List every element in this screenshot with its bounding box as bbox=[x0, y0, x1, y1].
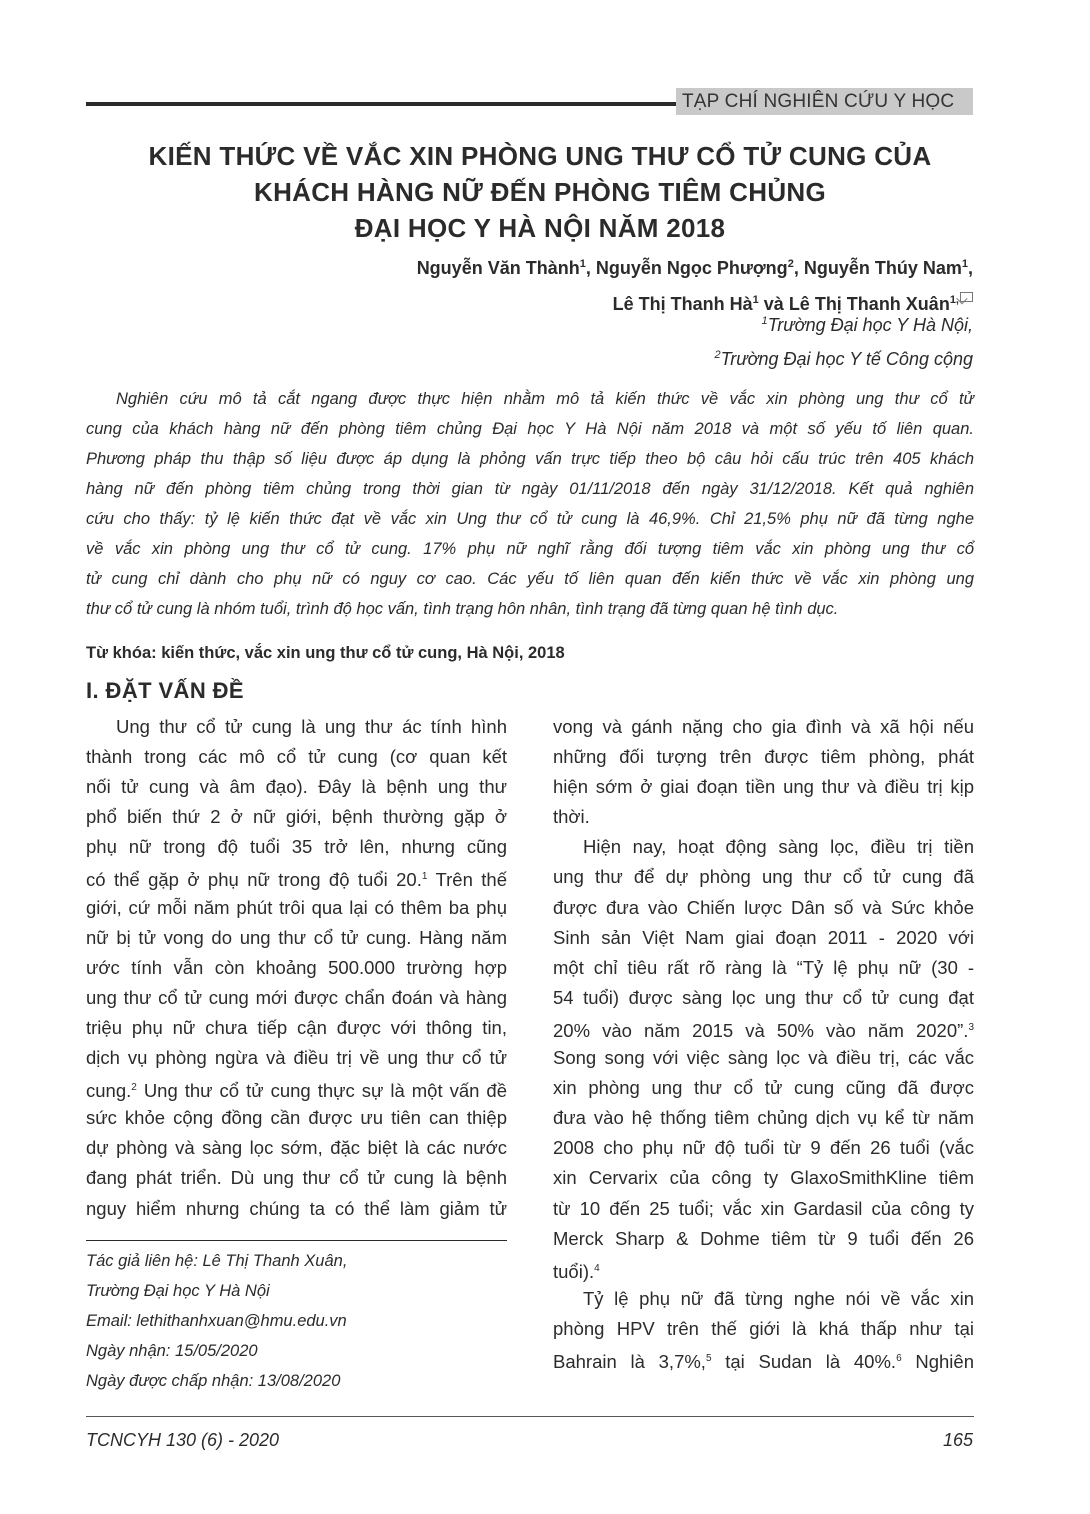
text-run: tuổi). bbox=[553, 1260, 595, 1282]
abstract-line: tử cung chỉ dành cho phụ nữ có nguy cơ cao. Các yếu tố liên quan đến kiến thức về vắc xin phòng ung bbox=[86, 570, 974, 588]
text-run: 20% vào năm 2015 và 50% vào năm 2020”. bbox=[553, 1020, 969, 1042]
author-name: Nguyễn Thúy Nam bbox=[803, 258, 962, 278]
abstract-line: về vắc xin phòng ung thư cổ tử cung. 17% phụ nữ nghĩ rằng đối tượng tiêm vắc xin phòng ung thư cổ bbox=[86, 540, 974, 558]
author-name: Nguyễn Văn Thành bbox=[416, 258, 580, 278]
affiliation-line bbox=[714, 340, 973, 374]
citation-ref: 2 bbox=[131, 1082, 137, 1094]
body-line: nguy hiểm nhưng chúng ta có thể làm giảm tử bbox=[86, 1197, 507, 1219]
keywords: Từ khóa: kiến thức, vắc xin ung thư cổ tử cung, Hà Nội, 2018 bbox=[86, 644, 565, 662]
affil-marker: 2 bbox=[787, 258, 794, 270]
affiliation-line bbox=[714, 306, 973, 340]
body-line: được đưa vào Chiến lược Dân số và Sức khỏe bbox=[553, 896, 974, 918]
body-line bbox=[553, 1344, 974, 1374]
text-run: cung. bbox=[86, 1080, 132, 1102]
affil-marker: 1 bbox=[961, 258, 968, 270]
affil-marker: 1 bbox=[761, 315, 768, 327]
text-run: tại Sudan là 40%. bbox=[711, 1351, 897, 1373]
footer-rule bbox=[86, 1416, 974, 1417]
page-number: 165 bbox=[942, 1430, 973, 1450]
affiliation-text: Trường Đại học Y Hà Nội, bbox=[767, 315, 973, 335]
body-line: xin phòng ung thư cổ tử cung cũng đã được bbox=[553, 1077, 974, 1099]
body-line: ung thư cổ tử cung mới được chẩn đoán và hàng bbox=[86, 986, 507, 1008]
affiliations bbox=[714, 306, 973, 374]
journal-citation: TCNCYH 130 (6) - 2020 bbox=[86, 1430, 280, 1450]
separator: , bbox=[967, 258, 973, 278]
footnote-line: Tác giả liên hệ: Lê Thị Thanh Xuân, bbox=[86, 1252, 348, 1270]
abstract bbox=[86, 384, 974, 624]
body-line: thời. bbox=[553, 806, 590, 828]
article-title bbox=[60, 138, 1020, 246]
abstract-line: Phương pháp thu thập số liệu được áp dụng là phỏng vấn trực tiếp theo bộ câu hỏi cấu trúc trên 405 khách bbox=[86, 450, 974, 468]
title-line: KHÁCH HÀNG NỮ ĐẾN PHÒNG TIÊM CHỦNG bbox=[254, 177, 826, 207]
body-line: một chỉ tiêu rất rõ ràng là “Tỷ lệ phụ nữ (30 - bbox=[553, 956, 974, 978]
body-line: Hiện nay, hoạt động sàng lọc, điều trị tiền bbox=[583, 836, 974, 858]
author-name: Nguyễn Ngọc Phượng bbox=[595, 258, 788, 278]
right-column bbox=[553, 712, 974, 1374]
body-line bbox=[86, 862, 507, 892]
body-line: vong và gánh nặng cho gia đình và xã hội nếu bbox=[553, 716, 974, 737]
body-line: đang phát triển. Dù ung thư cổ tử cung là bệnh bbox=[86, 1167, 507, 1189]
body-line: Song song với việc sàng lọc và điều trị, các vắc bbox=[553, 1047, 974, 1069]
conjunction: và bbox=[758, 294, 789, 314]
body-line bbox=[86, 1073, 507, 1103]
footnote-line: Ngày được chấp nhận: 13/08/2020 bbox=[86, 1372, 341, 1390]
body-line: Merck Sharp & Dohme tiêm từ 9 tuổi đến 26 bbox=[553, 1227, 974, 1249]
body-line: thành trong các mô cổ tử cung (cơ quan kết bbox=[86, 746, 507, 768]
section-heading: I. ĐẶT VẤN ĐỀ bbox=[86, 678, 244, 703]
body-line: nữ bị tử vong do ung thư cổ tử cung. Hàng năm bbox=[86, 926, 507, 948]
correspondence-footnote bbox=[86, 1246, 347, 1396]
affil-marker: 1, bbox=[949, 294, 959, 306]
header-rule bbox=[86, 102, 678, 106]
body-line: sức khỏe cộng đồng cần được ưu tiên can thiệp bbox=[86, 1107, 507, 1129]
body-line: xin Cervarix của công ty GlaxoSmithKline tiêm bbox=[553, 1167, 974, 1189]
citation-ref: 1 bbox=[421, 871, 428, 883]
body-line: giới, cứ mỗi năm phút trôi qua lại có thêm ba phụ bbox=[86, 896, 507, 918]
body-line: phòng HPV trên thế giới là khá thấp như tại bbox=[553, 1317, 974, 1339]
text-run: có thể gặp ở phụ nữ trong độ tuổi 20. bbox=[86, 869, 422, 891]
body-line: Ung thư cổ tử cung là ung thư ác tính hình bbox=[116, 716, 507, 737]
author-name: Lê Thị Thanh Hà bbox=[612, 294, 753, 314]
body-line: nối tử cung và âm đạo). Đây là bệnh ung thư bbox=[86, 776, 507, 798]
affiliation-text: Trường Đại học Y tế Công cộng bbox=[720, 349, 973, 369]
citation-ref: 5 bbox=[705, 1352, 712, 1364]
separator: , bbox=[585, 258, 596, 278]
left-column bbox=[86, 712, 507, 1224]
citation-ref: 6 bbox=[896, 1352, 902, 1364]
body-line: dịch vụ phòng ngừa và điều trị về ung thư cổ tử bbox=[86, 1047, 507, 1069]
envelope-icon bbox=[960, 292, 973, 302]
author-name: Lê Thị Thanh Xuân bbox=[788, 294, 950, 314]
body-line: 2008 cho phụ nữ độ tuổi từ 9 đến 26 tuổi (vắc bbox=[553, 1137, 974, 1159]
body-line: ước tính vẫn còn khoảng 500.000 trường hợp bbox=[86, 956, 507, 978]
separator: , bbox=[793, 258, 804, 278]
body-line: dự phòng và sàng lọc sớm, đặc biệt là các nước bbox=[86, 1137, 507, 1159]
abstract-line: hàng nữ đến phòng tiêm chủng trong thời gian từ ngày 01/11/2018 đến ngày 31/12/2018. Kết quả nghiên bbox=[86, 480, 974, 498]
body-line bbox=[553, 1254, 974, 1284]
text-run: Bahrain là 3,7%, bbox=[553, 1351, 706, 1373]
footnote-line: Ngày nhận: 15/05/2020 bbox=[86, 1342, 258, 1360]
body-line bbox=[553, 1013, 974, 1043]
citation-ref: 4 bbox=[594, 1262, 600, 1274]
body-line: những đối tượng trên được tiêm phòng, phát bbox=[553, 746, 974, 768]
body-line: Tỷ lệ phụ nữ đã từng nghe nói về vắc xin bbox=[583, 1287, 974, 1309]
body-line: Sinh sản Việt Nam giai đoạn 2011 - 2020 với bbox=[553, 926, 974, 948]
affil-marker: 2 bbox=[714, 349, 721, 361]
body-line: hiện sớm ở giai đoạn tiền ung thư và điều trị kịp bbox=[553, 776, 974, 798]
citation-ref: 3 bbox=[968, 1021, 974, 1033]
abstract-line: cung của khách hàng nữ đến phòng tiêm chủng Đại học Y Hà Nội năm 2018 và một số yếu tố liên quan. bbox=[86, 420, 974, 438]
abstract-line: thư cổ tử cung là nhóm tuổi, trình độ học vấn, tình trạng hôn nhân, tình trạng đã từng quan hệ tình dục. bbox=[86, 600, 839, 618]
title-line: KIẾN THỨC VỀ VẮC XIN PHÒNG UNG THƯ CỔ TỬ CUNG CỦA bbox=[148, 141, 932, 171]
body-line: triệu phụ nữ chưa tiếp cận được với thông tin, bbox=[86, 1016, 507, 1038]
author-line bbox=[417, 248, 973, 284]
affil-marker: 1 bbox=[752, 294, 759, 306]
footnote-line: Trường Đại học Y Hà Nội bbox=[86, 1282, 270, 1300]
body-line: phổ biến thứ 2 ở nữ giới, bệnh thường gặp ở bbox=[86, 806, 507, 828]
text-run: Trên thế bbox=[427, 869, 508, 891]
abstract-line: cứu cho thấy: tỷ lệ kiến thức đạt về vắc xin Ung thư cổ tử cung là 46,9%. Chỉ 21,5% phụ nữ đã từng nghe bbox=[86, 510, 974, 528]
body-line: phụ nữ trong độ tuổi 35 trở lên, nhưng cũng bbox=[86, 836, 507, 858]
text-run: Nghiên bbox=[901, 1351, 974, 1373]
text-run: Ung thư cổ tử cung thực sự là một vấn đề bbox=[136, 1080, 507, 1102]
body-line: đưa vào hệ thống tiêm chủng dịch vụ kể từ năm bbox=[553, 1107, 974, 1129]
body-line: ung thư để dự phòng ung thư cổ tử cung đã bbox=[553, 866, 974, 888]
body-line: từ 10 đến 25 tuổi; vắc xin Gardasil của công ty bbox=[553, 1197, 974, 1219]
title-line: ĐẠI HỌC Y HÀ NỘI NĂM 2018 bbox=[354, 213, 726, 243]
body-line: 54 tuổi) được sàng lọc ung thư cổ tử cung đạt bbox=[553, 986, 974, 1008]
abstract-line: Nghiên cứu mô tả cắt ngang được thực hiện nhằm mô tả kiến thức về vắc xin phòng ung thư cổ tử bbox=[116, 390, 974, 408]
footnote-email: Email: lethithanhxuan@hmu.edu.vn bbox=[86, 1312, 347, 1330]
affil-marker: 1 bbox=[579, 258, 586, 270]
footnote-rule bbox=[86, 1240, 507, 1241]
journal-tag: TẠP CHÍ NGHIÊN CỨU Y HỌC bbox=[676, 88, 973, 115]
